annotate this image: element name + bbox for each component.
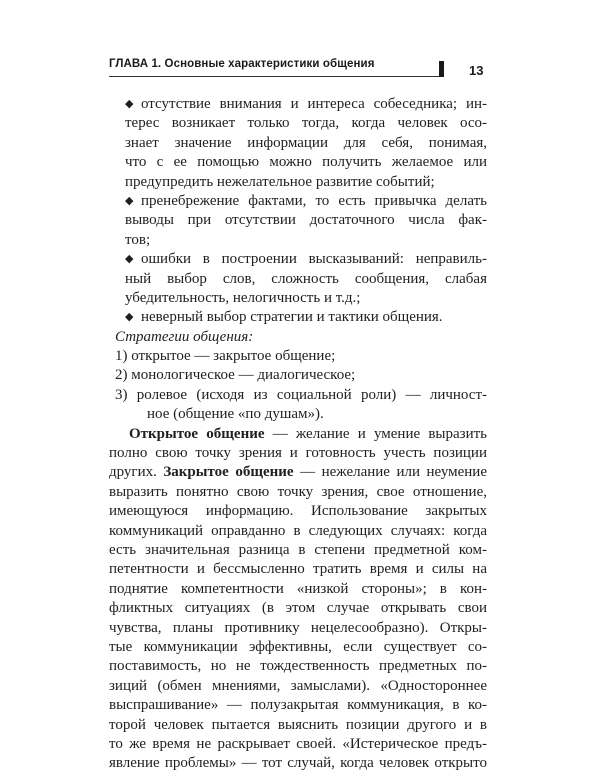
paragraph-line: имеющуюся информацию. Использование закрытых [109, 503, 487, 520]
bullet-item-4 [109, 308, 487, 327]
page-number: 13 [469, 63, 484, 78]
numbered-item-1 [109, 347, 487, 366]
text-line: знает значение информации для себя, понимая, [125, 134, 487, 151]
item-number: 1) [115, 348, 128, 365]
header-bar-marker [439, 61, 444, 77]
text-line: предупредить нежелательное развитие событий; [125, 173, 435, 190]
paragraph-line: выразить понятно свою точку зрения, свое отношение, [109, 483, 487, 500]
text-fragment: — нежелание или неумение [293, 464, 487, 481]
text-fragment: — желание и умение выразить [264, 425, 487, 442]
text-line: тов; [125, 231, 151, 248]
numbered-item-3 [109, 386, 487, 405]
text-line: монологическое — диалогическое; [131, 367, 356, 384]
text-line: открытое — закрытое общение; [131, 348, 336, 365]
item-number: 3) [115, 386, 128, 403]
chapter-title: ГЛАВА 1. Основные характеристики общения [109, 58, 375, 70]
strategies-heading: Стратегии общения: [115, 328, 254, 345]
text-line: отсутствие внимания и интереса собеседника; ин- [141, 96, 487, 112]
paragraph-line: петентности и бессмысленно тратить время и силы на [109, 561, 487, 578]
bullet-icon: ◆ [125, 194, 134, 207]
text-line: ный выбор слов, сложность сообщения, слабая [125, 270, 487, 287]
header-rule [109, 76, 439, 77]
paragraph-line: поставимость, но не тождественность предметных по- [109, 658, 487, 675]
paragraph-line: торой человек пытается выяснить позиции другого и в [109, 716, 487, 733]
paragraph-line: коммуникаций оправданно в следующих случаях: когда [109, 522, 487, 539]
paragraph-line: чувства, планы противнику нецелесообразно). Откры- [109, 619, 487, 636]
bullet-icon: ◆ [125, 253, 134, 266]
text-line: ное (общение «по душам»). [147, 406, 324, 423]
text-line: терес возникает только тогда, когда человек осо- [125, 115, 487, 132]
text-line: выводы при отсутствии достаточного числа фак- [125, 212, 487, 229]
paragraph-line: выспрашивание» — полузакрытая коммуникация, в ко- [109, 697, 487, 714]
paragraph-line: зиций (обмен мнениями, замыслами). «Одностороннее [109, 677, 487, 694]
text-line: убедительность, нелогичность и т.д.; [125, 289, 361, 306]
paragraph-line [109, 463, 487, 482]
bullet-item-1 [109, 95, 487, 114]
bullet-icon: ◆ [125, 98, 134, 110]
paragraph-line: явление проблемы» — тот случай, когда человек открыто [109, 755, 487, 772]
bullet-item-3 [109, 250, 487, 269]
paragraph-line: то же время не раскрывает своей. «Истерическое предъ- [109, 735, 487, 752]
term-closed-communication: Закрытое общение [163, 464, 294, 481]
paragraph-line [109, 425, 487, 444]
text-line: что с ее помощью можно получить желаемое или [125, 154, 487, 171]
page-body [109, 95, 487, 774]
text-fragment: других. [109, 464, 164, 481]
paragraph-line: фликтных ситуациях (в этом случае открывать свои [109, 600, 487, 617]
text-line: пренебрежение фактами, то есть привычка делать [141, 192, 487, 209]
numbered-item-2 [109, 366, 487, 385]
item-number: 2) [115, 367, 128, 384]
term-open-communication: Открытое общение [129, 425, 265, 442]
paragraph-line: полно свою точку зрения и готовность учесть позиции [109, 445, 487, 462]
paragraph-line: есть значительная разница в степени предметной ком- [109, 541, 487, 558]
paragraph-line: поднятие компетентности «низкой стороны»; в кон- [109, 580, 487, 597]
text-line: неверный выбор стратегии и тактики общения. [141, 309, 443, 326]
bullet-icon: ◆ [125, 311, 134, 324]
text-line: ошибки в построении высказываний: неправиль- [141, 251, 487, 268]
running-header [109, 58, 495, 80]
text-line: ролевое (исходя из социальной роли) — личност- [136, 386, 488, 403]
bullet-item-2 [109, 192, 487, 211]
paragraph-line: тые коммуникации эффективны, если существует со- [109, 638, 487, 655]
